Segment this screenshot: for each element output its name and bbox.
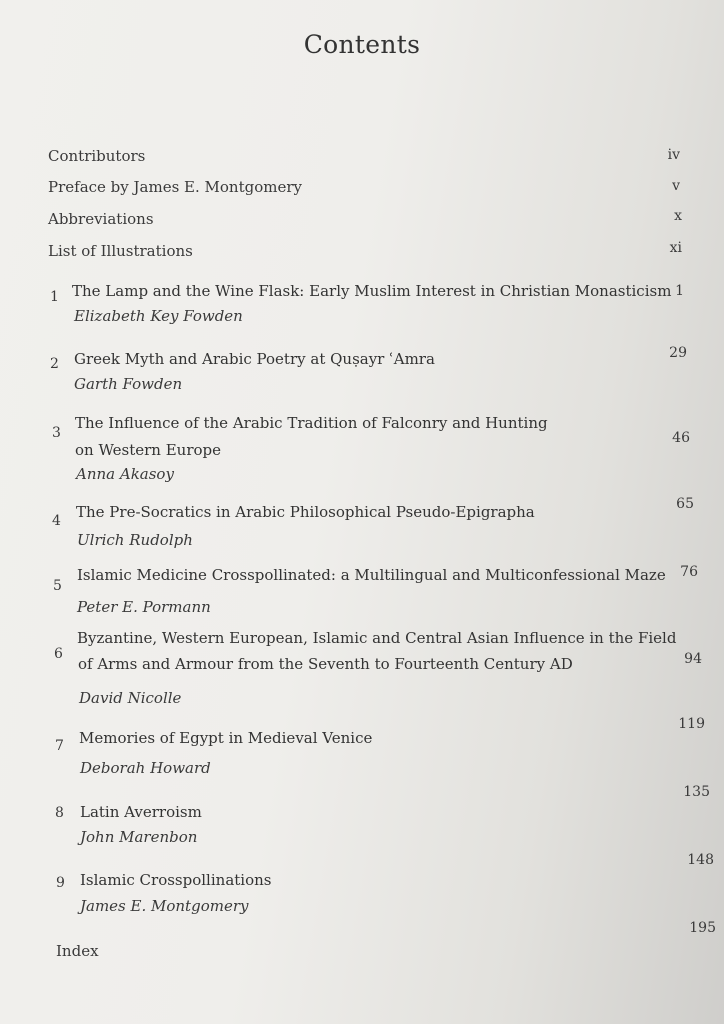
chapter-number: 8 (55, 805, 64, 821)
chapter-page: 46 (672, 430, 690, 446)
chapter-title: The Pre-Socratics in Arabic Philosophical Pseudo-Epigrapha (76, 503, 535, 521)
front-matter-page: xi (669, 240, 682, 256)
chapter-author: David Nicolle (79, 689, 182, 707)
chapter-author: Peter E. Pormann (77, 598, 211, 616)
front-matter-illustrations: List of Illustrations (48, 242, 193, 260)
front-matter-page: v (672, 178, 680, 194)
chapter-number: 4 (52, 513, 61, 529)
chapter-title: Islamic Medicine Crosspollinated: a Multilingual and Multiconfessional Maze (77, 566, 666, 584)
chapter-page: 65 (676, 496, 694, 512)
chapter-page: 94 (684, 651, 702, 667)
chapter-number: 1 (50, 289, 59, 305)
chapter-number: 7 (55, 738, 64, 754)
chapter-number: 3 (52, 425, 61, 441)
chapter-page: 1 (675, 283, 684, 299)
chapter-title: Islamic Crosspollinations (80, 871, 272, 889)
chapter-number: 5 (53, 578, 62, 594)
chapter-author: Ulrich Rudolph (77, 531, 193, 549)
chapter-number: 6 (54, 646, 63, 662)
chapter-author: Deborah Howard (80, 759, 211, 777)
front-matter-contributors: Contributors (48, 147, 146, 165)
chapter-title: Memories of Egypt in Medieval Venice (79, 729, 373, 747)
chapter-title: Greek Myth and Arabic Poetry at Quṣayr ʿAmra (74, 350, 435, 368)
front-matter-page: x (674, 208, 682, 224)
chapter-author: Garth Fowden (74, 375, 183, 393)
chapter-title: The Lamp and the Wine Flask: Early Muslim Interest in Christian Monasticism (72, 282, 672, 300)
index-page: 195 (689, 920, 716, 936)
front-matter-preface: Preface by James E. Montgomery (48, 178, 302, 196)
chapter-number: 9 (56, 875, 65, 891)
chapter-author: James E. Montgomery (80, 897, 249, 915)
chapter-title-continued: of Arms and Armour from the Seventh to Fourteenth Century AD (78, 655, 573, 673)
chapter-page: 76 (680, 564, 698, 580)
chapter-author: Elizabeth Key Fowden (74, 307, 243, 325)
chapter-page: 148 (687, 852, 714, 868)
chapter-title: Byzantine, Western European, Islamic and Central Asian Influence in the Field (77, 629, 677, 647)
front-matter-page: iv (667, 147, 680, 163)
chapter-number: 2 (50, 356, 59, 372)
chapter-author: John Marenbon (80, 828, 198, 846)
chapter-title: The Influence of the Arabic Tradition of Falconry and Hunting (75, 414, 548, 432)
chapter-page: 119 (678, 716, 705, 732)
page-title: Contents (303, 30, 421, 59)
index-entry: Index (56, 942, 99, 960)
chapter-page: 135 (683, 784, 710, 800)
front-matter-abbreviations: Abbreviations (48, 210, 154, 228)
chapter-page: 29 (669, 345, 687, 361)
chapter-title-continued: on Western Europe (75, 441, 222, 459)
chapter-title: Latin Averroism (80, 803, 202, 821)
chapter-author: Anna Akasoy (76, 465, 174, 483)
